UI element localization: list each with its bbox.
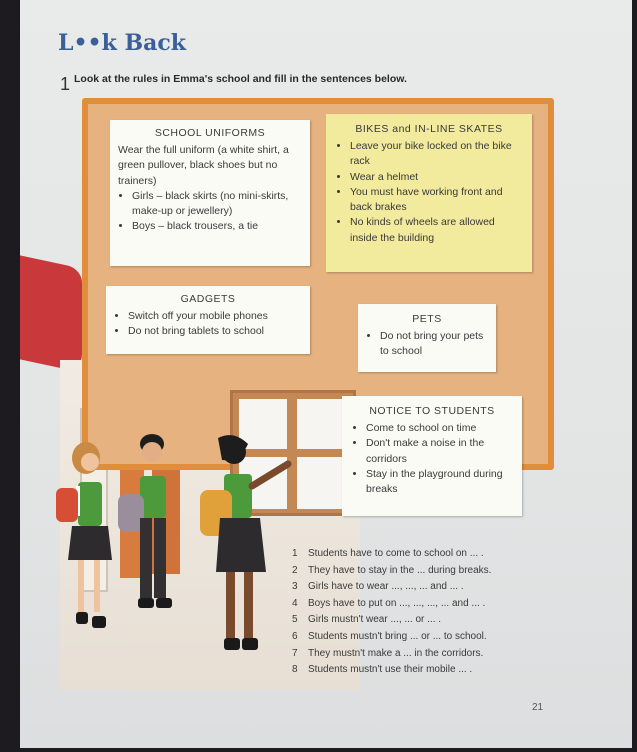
note-gadgets [106,286,310,354]
page-title: L••k Back [58,30,186,56]
sentence-item: 3 Girls have to wear ..., ..., ... and ... . [292,581,464,593]
sentence-item: 7 They mustn't make a ... in the corridors. [292,647,484,659]
red-folder-edge [20,255,82,372]
note-text: Wear the full uniform (a white shirt, a green pullover, black shoes but no trainers) [118,144,289,187]
list-item: • Do not bring tablets to school [128,324,302,339]
note-notice-to-students [342,396,522,516]
note-heading: PETS [412,313,442,325]
list-item: • Wear a helmet [350,170,522,185]
note-pets [358,304,496,372]
note-heading: SCHOOL UNIFORMS [154,127,266,139]
students-illustration [48,430,298,670]
task-number: 1 [60,74,71,94]
list-item: • Don't make a noise in the corridors [366,436,512,466]
note-list [352,421,512,497]
note-school-uniforms [110,120,310,266]
note-heading: GADGETS [180,293,236,305]
list-item: • Stay in the playground during breaks [366,467,512,497]
list-item: • Leave your bike locked on the bike rack [350,139,522,169]
page-number: 21 [532,702,544,713]
sentence-item: 8 Students mustn't use their mobile ... . [292,664,473,676]
note-list [366,329,488,359]
note-list [114,309,302,339]
note-list [336,139,522,246]
task-text: Look at the rules in Emma's school and fill in the sentences below. [74,73,407,85]
list-item: • You must have working front and back brakes [350,185,522,215]
sentence-item: 2 They have to stay in the ... during breaks. [292,564,492,576]
exercise-sentences [292,546,491,679]
list-item: • Girls – black skirts (no mini-skirts, make-up or jewellery) [132,189,302,219]
list-item: • No kinds of wheels are allowed inside the building [350,215,522,245]
note-list [118,189,302,235]
sentence-item: 1 Students have to come to school on ... . [292,548,484,559]
sentence-item: 6 Students mustn't bring ... or ... to school. [292,630,487,642]
list-item: • Do not bring your pets to school [380,329,488,359]
list-item: • Come to school on time [366,421,512,436]
textbook-page [20,0,632,748]
note-bikes-skates [326,114,532,272]
note-heading: BIKES and IN-LINE SKATES [355,123,503,135]
list-item: • Switch off your mobile phones [128,309,302,324]
note-heading: NOTICE TO STUDENTS [369,405,495,417]
boy-student-figure [118,434,172,608]
sentence-item: 4 Boys have to put on ..., ..., ..., ... and ... . [292,597,486,609]
girl-student-back-figure [200,435,288,650]
task-instruction [60,66,407,94]
sentence-item: 5 Girls mustn't wear ..., ... or ... . [292,614,442,626]
list-item: • Boys – black trousers, a tie [132,219,302,234]
girl-student-figure [56,442,112,628]
